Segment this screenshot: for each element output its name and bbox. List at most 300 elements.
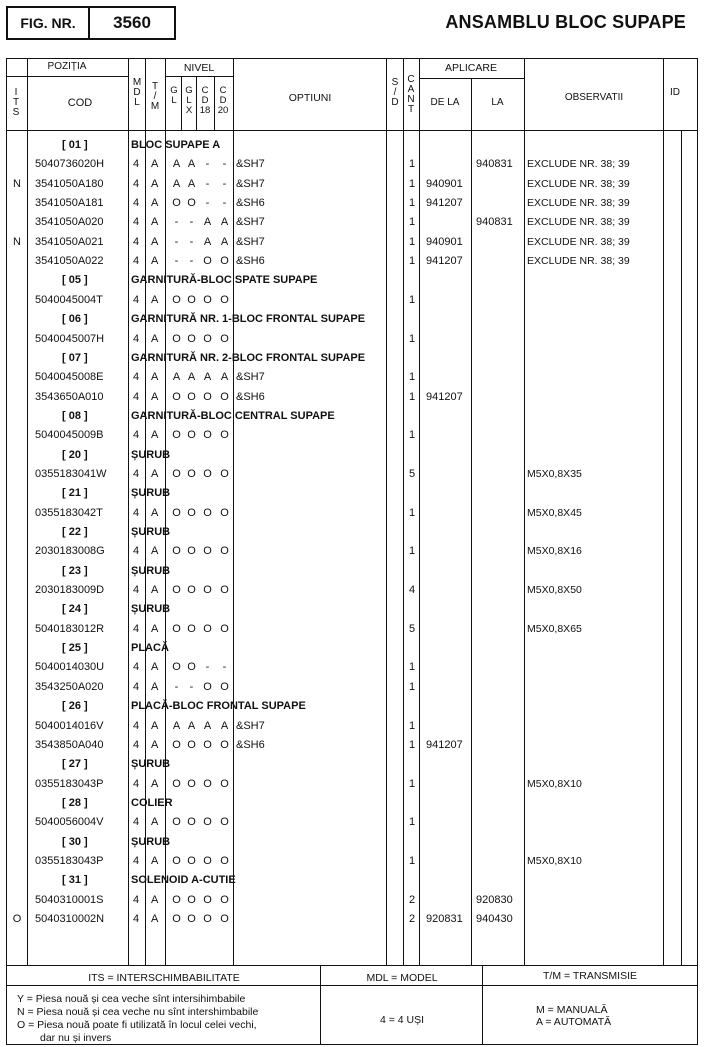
table-row bbox=[7, 233, 697, 252]
to-date: 940430 bbox=[476, 913, 513, 925]
tm-value: A bbox=[151, 661, 159, 674]
header-gl: G L bbox=[170, 85, 178, 106]
section-number: [ 25 ] bbox=[62, 642, 88, 655]
mdl-value: 4 bbox=[133, 719, 140, 732]
nivel-value: O bbox=[187, 777, 196, 790]
nivel-value: O bbox=[203, 255, 212, 268]
header-la: LA bbox=[491, 97, 504, 108]
tm-value: A bbox=[151, 680, 159, 693]
part-code: 3543650A010 bbox=[35, 390, 104, 403]
section-title: GARNITURĂ-BLOC CENTRAL SUPAPE bbox=[131, 409, 335, 422]
nivel-value: O bbox=[172, 584, 181, 597]
nivel-value: O bbox=[172, 913, 181, 925]
nivel-value: - bbox=[189, 235, 194, 248]
section-number: [ 01 ] bbox=[62, 139, 88, 151]
nivel-value: O bbox=[220, 429, 229, 442]
nivel-value: - bbox=[222, 158, 227, 171]
nivel-value: O bbox=[187, 332, 196, 345]
nivel-value: A bbox=[220, 719, 229, 732]
header-cd20: C D 20 bbox=[217, 85, 229, 116]
section-header-row bbox=[7, 562, 697, 581]
nivel-value: O bbox=[172, 467, 181, 480]
grid-line-horizontal bbox=[7, 130, 697, 131]
header-pozitia: POZIȚIA bbox=[47, 61, 87, 72]
nivel-value: O bbox=[220, 816, 229, 829]
nivel-value: A bbox=[203, 216, 212, 229]
mdl-value: 4 bbox=[133, 158, 140, 171]
table-row bbox=[7, 426, 697, 445]
nivel-value: O bbox=[203, 390, 212, 403]
nivel-value: O bbox=[220, 584, 229, 597]
part-code: 2030183009D bbox=[35, 584, 105, 597]
nivel-value: O bbox=[203, 622, 212, 635]
nivel-value: A bbox=[187, 719, 196, 732]
section-number: [ 30 ] bbox=[62, 835, 88, 848]
table-row bbox=[7, 581, 697, 600]
tm-value: A bbox=[151, 738, 159, 751]
mdl-value: 4 bbox=[133, 235, 140, 248]
header-optiuni: OPTIUNI bbox=[288, 92, 332, 104]
option-value: &SH6 bbox=[236, 197, 265, 210]
from-date: 941207 bbox=[426, 390, 463, 403]
table-row bbox=[7, 194, 697, 213]
page-title: ANSAMBLU BLOC SUPAPE bbox=[445, 12, 686, 32]
tm-value: A bbox=[151, 216, 159, 229]
its-value: N bbox=[13, 177, 21, 190]
nivel-value: - bbox=[222, 197, 227, 210]
nivel-value: O bbox=[187, 293, 196, 306]
mdl-value: 4 bbox=[133, 371, 140, 384]
nivel-value: A bbox=[220, 371, 229, 384]
tm-value: A bbox=[151, 467, 159, 480]
section-header-row bbox=[7, 484, 697, 503]
nivel-value: O bbox=[220, 854, 229, 867]
nivel-value: O bbox=[203, 680, 212, 693]
part-code: 5040045008E bbox=[35, 371, 104, 384]
figure-label: FIG. NR. bbox=[8, 8, 90, 38]
header-glx: G L X bbox=[185, 85, 193, 116]
header-aplicare: APLICARE bbox=[445, 62, 497, 74]
part-code: 3541050A180 bbox=[35, 177, 104, 190]
quantity-value: 1 bbox=[409, 255, 416, 268]
mdl-value: 4 bbox=[133, 854, 140, 867]
mdl-value: 4 bbox=[133, 816, 140, 829]
from-date: 941207 bbox=[426, 255, 463, 268]
mdl-value: 4 bbox=[133, 390, 140, 403]
section-title: ȘURUB bbox=[131, 448, 171, 461]
footer-its-title: ITS = INTERSCHIMBABILITATE bbox=[88, 972, 240, 984]
section-number: [ 23 ] bbox=[62, 564, 88, 577]
tm-value: A bbox=[151, 255, 159, 268]
part-code: 5040310001S bbox=[35, 893, 104, 906]
part-code: 0355183042T bbox=[35, 506, 103, 519]
footer-legend-o: O = Piesa nouă poate fi utilizată în locul celei vechi, bbox=[17, 1019, 257, 1031]
part-code: 5040183012R bbox=[35, 622, 105, 635]
nivel-value: - bbox=[174, 255, 179, 268]
nivel-value: O bbox=[187, 467, 196, 480]
option-value: &SH7 bbox=[236, 177, 265, 190]
nivel-value: - bbox=[222, 177, 227, 190]
section-header-row bbox=[7, 271, 697, 290]
footer-mdl-title: MDL = MODEL bbox=[366, 972, 438, 984]
table-row bbox=[7, 388, 697, 407]
section-number: [ 07 ] bbox=[62, 351, 88, 364]
quantity-value: 1 bbox=[409, 545, 416, 558]
nivel-value: - bbox=[205, 158, 210, 171]
table-row bbox=[7, 465, 697, 484]
tm-value: A bbox=[151, 429, 159, 442]
table-row bbox=[7, 213, 697, 232]
quantity-value: 1 bbox=[409, 293, 416, 306]
option-value: &SH6 bbox=[236, 390, 265, 403]
to-date: 940831 bbox=[476, 216, 513, 229]
nivel-value: O bbox=[172, 506, 181, 519]
tm-value: A bbox=[151, 390, 159, 403]
nivel-value: O bbox=[203, 584, 212, 597]
table-row bbox=[7, 717, 697, 736]
nivel-value: O bbox=[187, 913, 196, 925]
part-code: 5040045004T bbox=[35, 293, 103, 306]
quantity-value: 1 bbox=[409, 680, 416, 693]
footer-legend-y: Y = Piesa nouă și cea veche sînt intersihimbabile bbox=[17, 993, 246, 1005]
nivel-value: O bbox=[203, 738, 212, 751]
section-title: ȘURUB bbox=[131, 564, 171, 577]
header-tm: T / M bbox=[150, 81, 160, 112]
nivel-value: O bbox=[203, 429, 212, 442]
its-value: N bbox=[13, 235, 21, 248]
table-row bbox=[7, 775, 697, 794]
nivel-value: O bbox=[187, 738, 196, 751]
nivel-value: O bbox=[220, 332, 229, 345]
section-header-row bbox=[7, 407, 697, 426]
section-title: PLACĂ-BLOC FRONTAL SUPAPE bbox=[131, 700, 306, 713]
quantity-value: 5 bbox=[409, 622, 416, 635]
section-header-row bbox=[7, 871, 697, 890]
from-date: 941207 bbox=[426, 197, 463, 210]
nivel-value: O bbox=[187, 622, 196, 635]
section-number: [ 06 ] bbox=[62, 313, 88, 326]
header-sd: S / D bbox=[391, 77, 399, 108]
option-value: &SH7 bbox=[236, 719, 265, 732]
mdl-value: 4 bbox=[133, 332, 140, 345]
part-code: 3541050A020 bbox=[35, 216, 104, 229]
part-code: 0355183043P bbox=[35, 777, 104, 790]
quantity-value: 5 bbox=[409, 467, 416, 480]
section-title: ȘURUB bbox=[131, 835, 171, 848]
nivel-value: O bbox=[220, 390, 229, 403]
nivel-value: O bbox=[172, 893, 181, 906]
nivel-value: A bbox=[203, 719, 212, 732]
grid-line-horizontal bbox=[7, 965, 697, 966]
nivel-value: O bbox=[220, 622, 229, 635]
observation: EXCLUDE NR. 38; 39 bbox=[527, 235, 630, 248]
header-mdl: M D L bbox=[132, 77, 142, 108]
its-value: O bbox=[12, 913, 22, 925]
quantity-value: 1 bbox=[409, 216, 416, 229]
nivel-value: A bbox=[172, 177, 181, 190]
nivel-value: O bbox=[220, 293, 229, 306]
observation: EXCLUDE NR. 38; 39 bbox=[527, 177, 630, 190]
section-header-row bbox=[7, 136, 697, 155]
tm-value: A bbox=[151, 719, 159, 732]
nivel-value: O bbox=[203, 893, 212, 906]
quantity-value: 1 bbox=[409, 816, 416, 829]
nivel-value: A bbox=[203, 235, 212, 248]
section-header-row bbox=[7, 446, 697, 465]
nivel-value: - bbox=[189, 680, 194, 693]
table-row bbox=[7, 852, 697, 871]
observation: EXCLUDE NR. 38; 39 bbox=[527, 255, 630, 268]
nivel-value: O bbox=[220, 738, 229, 751]
tm-value: A bbox=[151, 584, 159, 597]
section-title: SOLENOID A-CUTIE bbox=[131, 874, 236, 887]
quantity-value: 1 bbox=[409, 197, 416, 210]
table-row bbox=[7, 736, 697, 755]
section-title: GARNITURĂ-BLOC SPATE SUPAPE bbox=[131, 274, 318, 287]
section-number: [ 28 ] bbox=[62, 796, 88, 809]
table-row bbox=[7, 291, 697, 310]
observation: EXCLUDE NR. 38; 39 bbox=[527, 197, 630, 210]
option-value: &SH7 bbox=[236, 216, 265, 229]
part-code: 5040045009B bbox=[35, 429, 104, 442]
figure-number-box bbox=[6, 6, 176, 40]
table-row bbox=[7, 504, 697, 523]
tm-value: A bbox=[151, 197, 159, 210]
option-value: &SH6 bbox=[236, 255, 265, 268]
section-header-row bbox=[7, 523, 697, 542]
option-value: &SH6 bbox=[236, 738, 265, 751]
header-cd18: C D 18 bbox=[199, 85, 211, 116]
section-header-row bbox=[7, 833, 697, 852]
nivel-value: - bbox=[205, 177, 210, 190]
nivel-value: O bbox=[187, 197, 196, 210]
nivel-value: O bbox=[203, 332, 212, 345]
mdl-value: 4 bbox=[133, 893, 140, 906]
section-number: [ 20 ] bbox=[62, 448, 88, 461]
part-code: 2030183008G bbox=[35, 545, 105, 558]
nivel-value: O bbox=[172, 661, 181, 674]
nivel-value: A bbox=[220, 235, 229, 248]
nivel-value: O bbox=[187, 661, 196, 674]
nivel-value: O bbox=[220, 545, 229, 558]
mdl-value: 4 bbox=[133, 777, 140, 790]
mdl-value: 4 bbox=[133, 197, 140, 210]
section-number: [ 21 ] bbox=[62, 487, 88, 500]
from-date: 941207 bbox=[426, 738, 463, 751]
table-row bbox=[7, 891, 697, 910]
part-code: 5040056004V bbox=[35, 816, 104, 829]
part-code: 0355183043P bbox=[35, 854, 104, 867]
nivel-value: A bbox=[172, 158, 181, 171]
nivel-value: O bbox=[203, 913, 212, 925]
nivel-value: O bbox=[172, 816, 181, 829]
nivel-value: O bbox=[220, 506, 229, 519]
option-value: &SH7 bbox=[236, 158, 265, 171]
nivel-value: O bbox=[220, 893, 229, 906]
table-row bbox=[7, 330, 697, 349]
from-date: 920831 bbox=[426, 913, 463, 925]
quantity-value: 4 bbox=[409, 584, 416, 597]
header-cod: COD bbox=[67, 97, 93, 109]
footer-tm-manual: M = MANUALĂ bbox=[536, 1004, 608, 1016]
section-number: [ 26 ] bbox=[62, 700, 88, 713]
quantity-value: 1 bbox=[409, 371, 416, 384]
nivel-value: - bbox=[174, 680, 179, 693]
nivel-value: - bbox=[205, 661, 210, 674]
nivel-value: O bbox=[187, 545, 196, 558]
tm-value: A bbox=[151, 506, 159, 519]
nivel-value: A bbox=[187, 158, 196, 171]
tm-value: A bbox=[151, 177, 159, 190]
nivel-value: O bbox=[172, 545, 181, 558]
part-code: 3543250A020 bbox=[35, 680, 104, 693]
table-row bbox=[7, 813, 697, 832]
table-row bbox=[7, 658, 697, 677]
section-header-row bbox=[7, 755, 697, 774]
header-cant: C A N T bbox=[407, 74, 415, 115]
mdl-value: 4 bbox=[133, 622, 140, 635]
footer-tm-title: T/M = TRANSMISIE bbox=[542, 970, 638, 982]
part-code: 3541050A022 bbox=[35, 255, 104, 268]
quantity-value: 1 bbox=[409, 177, 416, 190]
nivel-value: O bbox=[220, 777, 229, 790]
mdl-value: 4 bbox=[133, 680, 140, 693]
mdl-value: 4 bbox=[133, 255, 140, 268]
quantity-value: 1 bbox=[409, 738, 416, 751]
nivel-value: A bbox=[187, 177, 196, 190]
quantity-value: 1 bbox=[409, 429, 416, 442]
mdl-value: 4 bbox=[133, 506, 140, 519]
nivel-value: O bbox=[203, 545, 212, 558]
section-number: [ 31 ] bbox=[62, 874, 88, 887]
part-code: 5040736020H bbox=[35, 158, 105, 171]
part-code: 3541050A021 bbox=[35, 235, 104, 248]
nivel-value: A bbox=[220, 216, 229, 229]
nivel-value: O bbox=[172, 777, 181, 790]
table-row bbox=[7, 542, 697, 561]
part-code: 5040310002N bbox=[35, 913, 105, 925]
quantity-value: 1 bbox=[409, 661, 416, 674]
nivel-value: A bbox=[172, 719, 181, 732]
table-row bbox=[7, 175, 697, 194]
quantity-value: 1 bbox=[409, 506, 416, 519]
quantity-value: 1 bbox=[409, 235, 416, 248]
grid-line-horizontal bbox=[165, 76, 233, 77]
mdl-value: 4 bbox=[133, 293, 140, 306]
nivel-value: O bbox=[172, 332, 181, 345]
section-title: ȘURUB bbox=[131, 487, 171, 500]
table-row bbox=[7, 368, 697, 387]
section-title: GARNITURĂ NR. 1-BLOC FRONTAL SUPAPE bbox=[131, 313, 366, 326]
grid-line-horizontal bbox=[7, 985, 697, 986]
quantity-value: 1 bbox=[409, 390, 416, 403]
mdl-value: 4 bbox=[133, 177, 140, 190]
part-code: 3543850A040 bbox=[35, 738, 104, 751]
nivel-value: O bbox=[172, 854, 181, 867]
observation: M5X0,8X65 bbox=[527, 622, 582, 635]
nivel-value: O bbox=[203, 467, 212, 480]
nivel-value: O bbox=[187, 893, 196, 906]
nivel-value: O bbox=[220, 255, 229, 268]
footer-mdl-value: 4 = 4 UȘI bbox=[379, 1014, 425, 1026]
section-title: PLACĂ bbox=[131, 642, 169, 655]
section-number: [ 22 ] bbox=[62, 526, 88, 538]
table-row bbox=[7, 155, 697, 174]
mdl-value: 4 bbox=[133, 429, 140, 442]
nivel-value: O bbox=[203, 854, 212, 867]
to-date: 920830 bbox=[476, 893, 513, 906]
nivel-value: O bbox=[187, 584, 196, 597]
tm-value: A bbox=[151, 622, 159, 635]
quantity-value: 2 bbox=[409, 893, 416, 906]
nivel-value: O bbox=[172, 197, 181, 210]
from-date: 940901 bbox=[426, 177, 463, 190]
mdl-value: 4 bbox=[133, 545, 140, 558]
section-title: ȘURUB bbox=[131, 526, 171, 538]
table-row bbox=[7, 678, 697, 697]
tm-value: A bbox=[151, 854, 159, 867]
nivel-value: O bbox=[220, 913, 229, 925]
footer-tm-auto: A = AUTOMATĂ bbox=[536, 1016, 612, 1028]
mdl-value: 4 bbox=[133, 661, 140, 674]
tm-value: A bbox=[151, 371, 159, 384]
nivel-value: O bbox=[187, 506, 196, 519]
header-de-la: DE LA bbox=[430, 97, 460, 108]
mdl-value: 4 bbox=[133, 913, 140, 925]
part-code: 3541050A181 bbox=[35, 197, 104, 210]
section-number: [ 05 ] bbox=[62, 274, 88, 287]
section-number: [ 24 ] bbox=[62, 603, 88, 616]
section-title: ȘURUB bbox=[131, 603, 171, 616]
quantity-value: 1 bbox=[409, 158, 416, 171]
nivel-value: O bbox=[203, 777, 212, 790]
nivel-value: O bbox=[172, 390, 181, 403]
part-code: 5040045007H bbox=[35, 332, 105, 345]
nivel-value: O bbox=[187, 390, 196, 403]
part-code: 5040014016V bbox=[35, 719, 104, 732]
header-nivel: NIVEL bbox=[183, 62, 215, 74]
nivel-value: O bbox=[203, 293, 212, 306]
section-title: COLIER bbox=[131, 796, 173, 809]
nivel-value: - bbox=[205, 197, 210, 210]
tm-value: A bbox=[151, 816, 159, 829]
observation: M5X0,8X50 bbox=[527, 584, 582, 597]
quantity-value: 1 bbox=[409, 854, 416, 867]
option-value: &SH7 bbox=[236, 235, 265, 248]
nivel-value: A bbox=[187, 371, 196, 384]
quantity-value: 1 bbox=[409, 332, 416, 345]
grid-line-horizontal bbox=[7, 76, 128, 77]
section-header-row bbox=[7, 794, 697, 813]
grid-line-vertical bbox=[482, 965, 483, 1045]
from-date: 940901 bbox=[426, 235, 463, 248]
nivel-value: - bbox=[174, 216, 179, 229]
header-id: ID bbox=[670, 87, 680, 98]
to-date: 940831 bbox=[476, 158, 513, 171]
option-value: &SH7 bbox=[236, 371, 265, 384]
observation: M5X0,8X10 bbox=[527, 777, 582, 790]
nivel-value: A bbox=[203, 371, 212, 384]
table-row bbox=[7, 620, 697, 639]
tm-value: A bbox=[151, 332, 159, 345]
tm-value: A bbox=[151, 235, 159, 248]
tm-value: A bbox=[151, 777, 159, 790]
figure-number: 3560 bbox=[113, 13, 151, 32]
mdl-value: 4 bbox=[133, 216, 140, 229]
tm-value: A bbox=[151, 545, 159, 558]
header-its: I T S bbox=[12, 87, 20, 118]
nivel-value: O bbox=[187, 816, 196, 829]
